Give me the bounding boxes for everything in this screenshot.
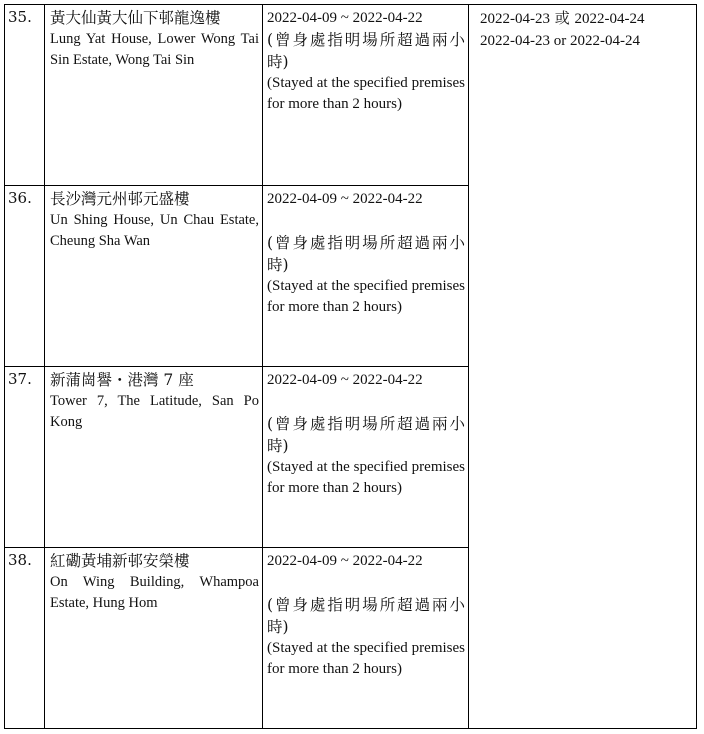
stay-note-chinese: (曾身處指明場所超過兩小時): [267, 234, 465, 274]
location-name-chinese: 紅磡黃埔新邨安榮樓: [50, 552, 190, 570]
date-range-cell: [263, 367, 469, 548]
location-name-english: Tower 7, The Latitude, San Po Kong: [50, 393, 259, 430]
blank-line: [267, 572, 465, 594]
test-date-second: 2022-04-24: [574, 11, 645, 27]
test-date-first: 2022-04-23: [480, 11, 550, 27]
date-range-cell: [263, 186, 469, 367]
table-row: [5, 5, 697, 186]
date-range-cell: [263, 548, 469, 729]
location-name-english: Lung Yat House, Lower Wong Tai Sin Estate, Wong Tai Sin: [50, 31, 259, 68]
row-number-cell: [5, 367, 45, 548]
row-number: 38.: [8, 551, 32, 569]
compulsory-test-date-cell: [469, 5, 697, 729]
stay-note-english: (Stayed at the specified premises for more than 2 hours): [267, 278, 465, 315]
stay-note-chinese: (曾身處指明場所超過兩小時): [267, 415, 465, 455]
specified-premises-table: [4, 4, 697, 729]
stay-note-chinese: (曾身處指明場所超過兩小時): [267, 596, 465, 636]
blank-line: [267, 391, 465, 413]
location-cell: [45, 186, 263, 367]
location-name-chinese: 黃大仙黃大仙下邨龍逸樓: [50, 9, 221, 27]
blank-line: [267, 210, 465, 232]
row-number: 37.: [8, 370, 32, 388]
row-number: 35.: [8, 8, 32, 26]
row-number-cell: [5, 5, 45, 186]
location-name-chinese: 新蒲崗譽・港灣 7 座: [50, 371, 194, 389]
location-cell: [45, 5, 263, 186]
location-cell: [45, 367, 263, 548]
test-date-joiner-chinese: 或: [550, 9, 575, 27]
stay-note-chinese: (曾身處指明場所超過兩小時): [267, 31, 465, 71]
date-range: 2022-04-09 ~ 2022-04-22: [267, 191, 423, 207]
stay-note-english: (Stayed at the specified premises for more than 2 hours): [267, 75, 465, 112]
location-name-english: On Wing Building, Whampoa Estate, Hung Hom: [50, 574, 259, 611]
stay-note-english: (Stayed at the specified premises for more than 2 hours): [267, 640, 465, 677]
date-range-cell: [263, 5, 469, 186]
date-range: 2022-04-09 ~ 2022-04-22: [267, 372, 423, 388]
location-cell: [45, 548, 263, 729]
date-range: 2022-04-09 ~ 2022-04-22: [267, 10, 423, 26]
stay-note-english: (Stayed at the specified premises for more than 2 hours): [267, 459, 465, 496]
location-name-chinese: 長沙灣元州邨元盛樓: [50, 190, 190, 208]
row-number-cell: [5, 186, 45, 367]
location-name-english: Un Shing House, Un Chau Estate, Cheung Sha Wan: [50, 212, 259, 249]
row-number: 36.: [8, 189, 32, 207]
row-number-cell: [5, 548, 45, 729]
date-range: 2022-04-09 ~ 2022-04-22: [267, 553, 423, 569]
test-dates-english-line: 2022-04-23 or 2022-04-24: [480, 33, 640, 49]
test-dates-chinese-line: [480, 7, 692, 30]
